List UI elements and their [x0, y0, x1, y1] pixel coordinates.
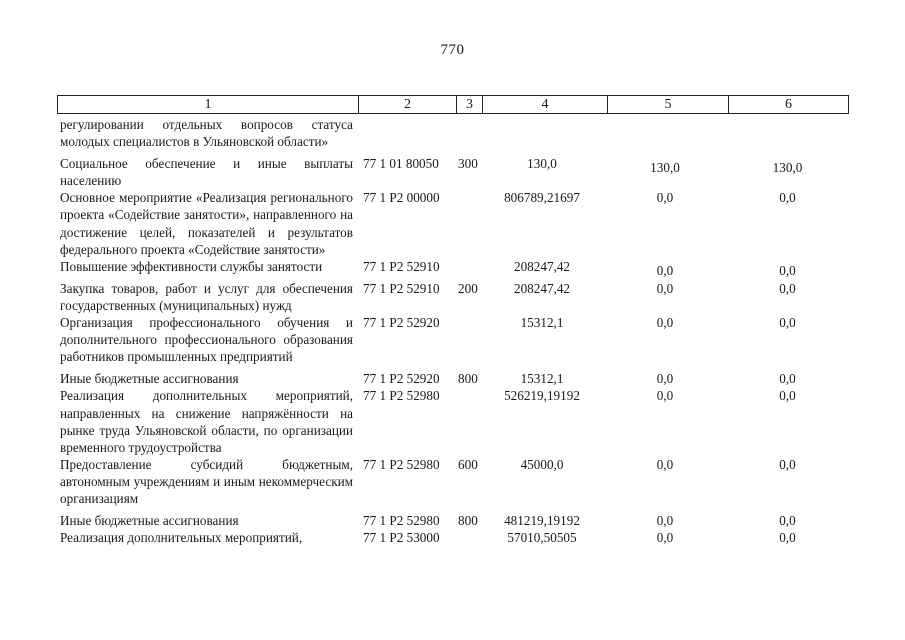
row-vr: 200	[458, 280, 478, 296]
row-name: Организация профессионального обучения и дополнительного профессионального образования работников промышленных предприятий	[60, 315, 353, 365]
row-value-2: 0,0	[656, 456, 674, 472]
table-row	[60, 189, 850, 257]
row-value-3: 0,0	[779, 388, 796, 404]
row-code: 77 1 Р2 53000	[363, 530, 440, 546]
row-name: Предоставление субсидий бюджетным, автономным учреждениям и иным некоммерческим организациям	[60, 456, 353, 506]
row-code: 77 1 Р2 00000	[363, 190, 440, 206]
table-body	[60, 116, 850, 546]
row-value-3: 0,0	[779, 190, 796, 206]
row-code: 77 1 Р2 52910	[363, 280, 440, 296]
table-row	[60, 529, 850, 546]
row-value-1: 806789,21697	[504, 190, 580, 206]
row-code: 77 1 01 80050	[363, 156, 439, 172]
table-row	[60, 314, 850, 365]
row-code: 77 1 Р2 52920	[363, 371, 440, 387]
row-value-1: 45000,0	[520, 456, 564, 472]
row-name: Закупка товаров, работ и услуг для обеспечения государственных (муниципальных) нужд	[60, 280, 353, 313]
row-value-3: 0,0	[779, 280, 796, 296]
row-value-1: 15312,1	[520, 315, 564, 331]
row-value-3: 0,0	[779, 456, 796, 472]
row-value-2: 0,0	[656, 262, 674, 278]
row-value-3: 0,0	[779, 262, 796, 278]
row-name: Реализация дополнительных мероприятий,	[60, 530, 303, 546]
row-value-1: 208247,42	[513, 280, 571, 296]
row-value-1: 208247,42	[513, 258, 571, 274]
row-value-1: 15312,1	[520, 371, 564, 387]
row-value-1: 130,0	[527, 156, 557, 172]
row-name: Иные бюджетные ассигнования	[60, 513, 239, 529]
row-name: Социальное обеспечение и иные выплаты населению	[60, 156, 353, 189]
header-col-3: 3	[457, 96, 483, 113]
row-code: 77 1 Р2 52980	[363, 388, 440, 404]
table-row	[60, 258, 850, 278]
row-value-2: 0,0	[656, 371, 674, 387]
header-col-2: 2	[359, 96, 457, 113]
page-number: 770	[440, 42, 465, 58]
row-value-2: 0,0	[656, 315, 674, 331]
row-value-3: 0,0	[779, 315, 796, 331]
row-code: 77 1 Р2 52980	[363, 513, 440, 529]
table-header	[57, 95, 849, 114]
row-code: 77 1 Р2 52920	[363, 315, 440, 331]
row-name: регулировании отдельных вопросов статуса молодых специалистов в Ульяновской области»	[60, 117, 353, 150]
table-row	[60, 456, 850, 507]
row-value-2: 0,0	[656, 530, 674, 546]
row-value-3: 130,0	[772, 160, 803, 176]
row-value-3: 0,0	[779, 530, 796, 546]
header-col-1: 1	[58, 96, 359, 113]
row-name: Основное мероприятие «Реализация регионального проекта «Содействие занятости», направленного на достижение целей, показателей и результатов федерального проекта «Содействие занятости»	[60, 190, 353, 257]
row-value-2: 130,0	[650, 160, 680, 176]
row-value-2: 0,0	[656, 190, 674, 206]
row-vr: 300	[458, 156, 478, 172]
header-col-4: 4	[483, 96, 608, 113]
table-row	[60, 155, 850, 189]
row-value-1: 57010,50505	[507, 530, 577, 546]
header-col-6: 6	[785, 97, 792, 112]
row-value-3: 0,0	[779, 371, 796, 387]
row-vr: 800	[458, 513, 478, 529]
row-code: 77 1 Р2 52980	[363, 456, 440, 472]
table-row	[60, 280, 850, 314]
row-name: Иные бюджетные ассигнования	[60, 371, 239, 387]
row-vr: 800	[458, 371, 478, 387]
table-row	[60, 116, 850, 150]
row-name: Реализация дополнительных мероприятий, направленных на снижение напряжённости на рынке труда Ульяновской области, по организации временного трудоустройства	[60, 388, 353, 455]
row-value-2: 0,0	[656, 513, 674, 529]
row-value-2: 0,0	[656, 388, 674, 404]
row-value-3: 0,0	[779, 513, 796, 529]
row-value-1: 526219,19192	[504, 388, 580, 404]
row-value-2: 0,0	[656, 280, 674, 296]
table-row	[60, 387, 850, 455]
table-row	[60, 370, 850, 387]
row-name: Повышение эффективности службы занятости	[60, 258, 323, 274]
table-row	[60, 512, 850, 529]
row-vr: 600	[458, 456, 478, 472]
row-value-1: 481219,19192	[504, 513, 580, 529]
row-code: 77 1 Р2 52910	[363, 258, 440, 274]
header-col-5: 5	[608, 96, 729, 113]
